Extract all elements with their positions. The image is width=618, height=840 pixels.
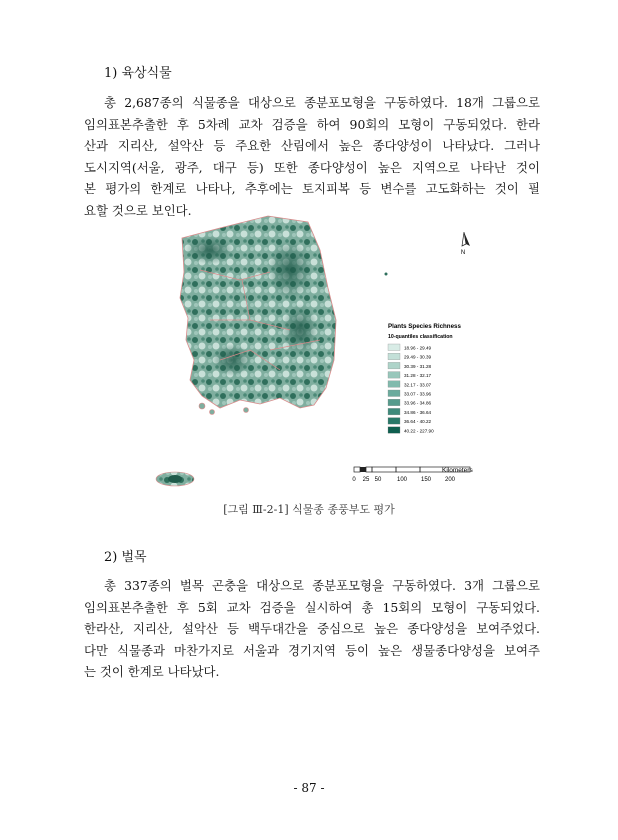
paragraph-line: 도시지역(서울, 광주, 대구 등) 또한 종다양성이 높은 지역으로 나타난 것이 xyxy=(84,159,540,175)
paragraph-line: 총 337종의 벌목 곤충을 대상으로 종분포모형을 구동하였다. 3개 그룹으로 xyxy=(104,578,540,593)
legend-subtitle: 10-quantiles classification xyxy=(388,334,453,340)
paragraph-line: 는 것이 한계로 나타났다. xyxy=(84,664,220,679)
ulleungdo-island xyxy=(385,273,388,276)
paragraph-line: 산과 지리산, 설악산 등 주요한 산림에서 높은 종다양성이 나타났다. 그러나 xyxy=(84,138,540,153)
legend-swatch xyxy=(388,381,400,388)
legend-label: 34.86 - 36.64 xyxy=(404,409,432,415)
legend-swatch xyxy=(388,399,400,406)
scale-tick: 150 xyxy=(420,477,432,483)
scale-bar xyxy=(352,467,473,483)
paragraph-line: 임의표본추출한 후 5차례 교차 검증을 하여 90회의 모형이 구동되었다. 한라 xyxy=(84,116,540,132)
paragraph-line: 총 2,687종의 식물종을 대상으로 종분포모형을 구동하였다. 18개 그룹으로 xyxy=(104,95,540,110)
figure-caption: [그림 Ⅲ-2-1] 식물종 종풍부도 평가 xyxy=(223,503,395,516)
legend-label: 31.28 - 32.17 xyxy=(404,373,432,379)
section-2-heading: 2) 벌목 xyxy=(104,550,147,565)
legend-swatch xyxy=(388,408,400,415)
paragraph-line: 요할 것으로 보인다. xyxy=(84,202,192,218)
legend-title: Plants Species Richness xyxy=(388,323,461,330)
north-arrow-icon xyxy=(461,232,470,256)
paragraph-line: 한라산, 지리산, 설악산 등 백두대간을 중심으로 높은 종다양성을 보여주었다. xyxy=(84,621,540,636)
legend-label: 33.96 - 34.86 xyxy=(404,400,432,406)
legend-swatch xyxy=(388,353,400,360)
species-richness-map-figure xyxy=(150,210,490,495)
legend-label: 33.07 - 33.96 xyxy=(404,391,432,397)
section-2-paragraph xyxy=(84,575,540,683)
legend-label: 29.49 - 30.39 xyxy=(404,354,432,360)
legend-label: 18.96 - 29.49 xyxy=(404,345,432,351)
species-richness-map xyxy=(150,210,490,495)
north-label: N xyxy=(460,250,466,256)
legend-swatch xyxy=(388,362,400,369)
legend-label: 32.17 - 33.07 xyxy=(404,382,432,388)
legend-swatch xyxy=(388,418,400,425)
map-legend xyxy=(388,323,461,433)
paragraph-line: 다만 식물종과 마찬가지로 서울과 경기지역 등이 높은 생물종다양성을 보여주 xyxy=(84,642,540,658)
legend-swatch xyxy=(388,427,400,434)
paragraph-line: 본 평가의 한계로 나타나, 추후에는 토지피복 등 변수를 고도화하는 것이 필 xyxy=(84,181,540,196)
scale-tick: 25 xyxy=(362,477,370,483)
legend-swatch xyxy=(388,344,400,351)
legend-label: 40.22 - 227.90 xyxy=(404,428,434,434)
legend-swatch xyxy=(388,390,400,397)
page-number: - 87 - xyxy=(293,781,325,795)
legend-label: 30.39 - 31.28 xyxy=(404,363,432,369)
paragraph-line: 임의표본추출한 후 5회 교차 검증을 실시하여 총 15회의 모형이 구동되었다. xyxy=(84,599,540,615)
section-1-heading: 1) 육상식물 xyxy=(104,66,172,81)
scale-tick: 100 xyxy=(396,477,408,483)
section-1-paragraph xyxy=(84,92,540,221)
legend-swatch xyxy=(388,372,400,379)
scale-tick: 0 xyxy=(352,477,356,483)
scale-tick: 200 xyxy=(444,477,456,483)
scale-tick: 50 xyxy=(374,477,382,483)
legend-label: 36.64 - 40.22 xyxy=(404,419,432,425)
scale-unit: Kilometers xyxy=(442,467,473,474)
